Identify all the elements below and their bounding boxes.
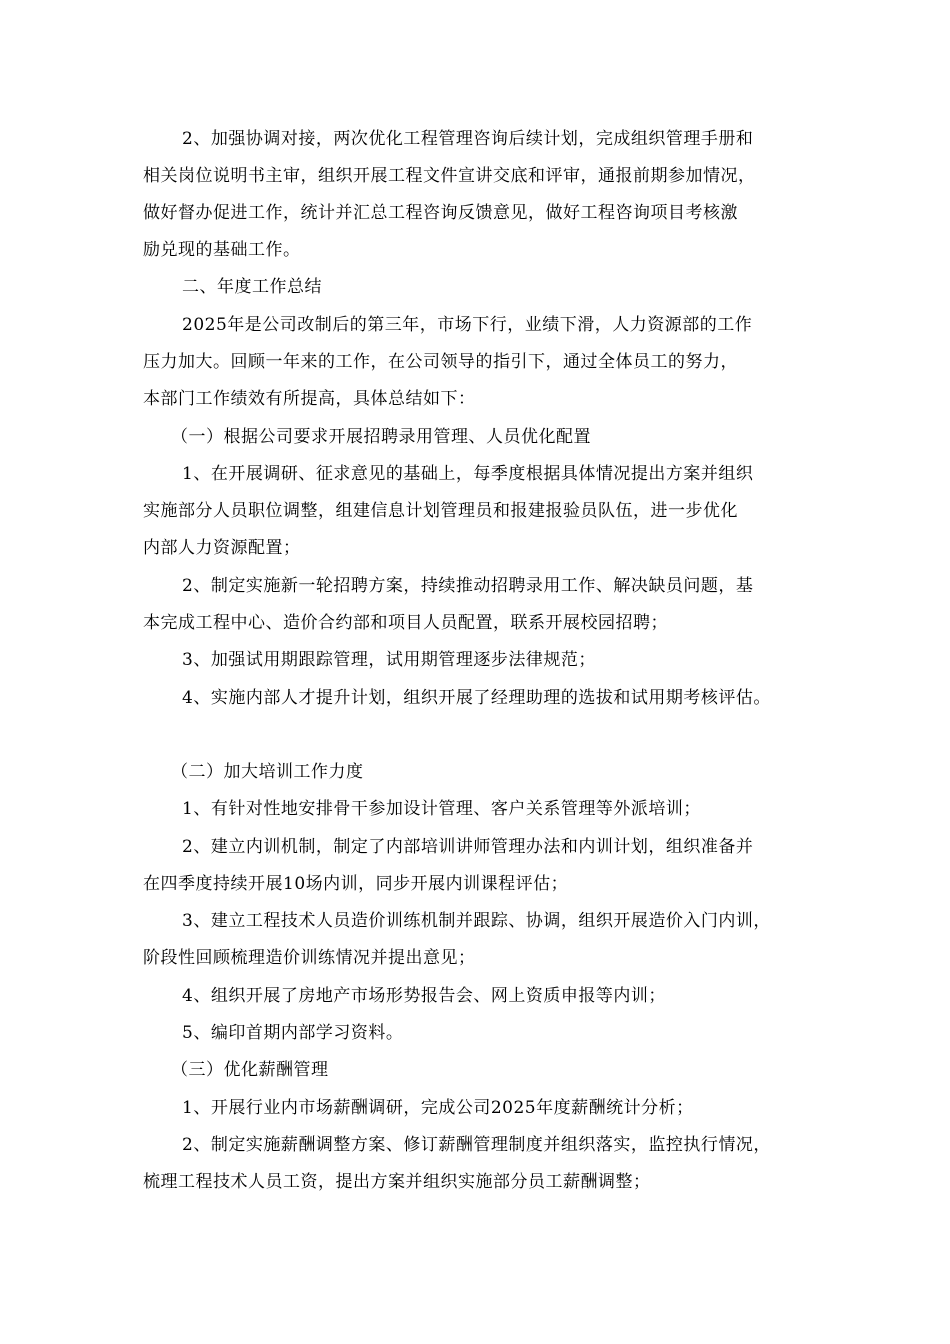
text-line: 内部人力资源配置； — [143, 538, 301, 558]
text-line: 本完成工程中心、造价合约部和项目人员配置，联系开展校园招聘； — [143, 613, 668, 633]
text-line: 2、制定实施新一轮招聘方案，持续推动招聘录用工作、解决缺员问题，基 — [182, 576, 754, 596]
text-line: 3、建立工程技术人员造价训练机制并跟踪、协调，组织开展造价入门内训， — [182, 911, 771, 931]
text-line: 励兑现的基础工作。 — [143, 240, 301, 260]
subsection-heading: （二）加大培训工作力度 — [171, 762, 364, 782]
text-line: 2025年是公司改制后的第三年，市场下行，业绩下滑，人力资源部的工作 — [182, 315, 753, 335]
text-line: 实施部分人员职位调整，组建信息计划管理员和报建报验员队伍，进一步优化 — [143, 501, 738, 521]
text-line: 梳理工程技术人员工资，提出方案并组织实施部分员工薪酬调整； — [143, 1172, 651, 1192]
text-line: 4、实施内部人才提升计划，组织开展了经理助理的选拔和试用期考核评估。 — [182, 688, 771, 708]
text-line: 3、加强试用期跟踪管理，试用期管理逐步法律规范； — [182, 650, 596, 670]
text-line: 1、开展行业内市场薪酬调研，完成公司2025年度薪酬统计分析； — [182, 1098, 694, 1118]
text-line: 做好督办促进工作，统计并汇总工程咨询反馈意见，做好工程咨询项目考核激 — [143, 203, 738, 223]
text-line: 2、建立内训机制，制定了内部培训讲师管理办法和内训计划，组织准备并 — [182, 837, 754, 857]
text-line: 2、制定实施薪酬调整方案、修订薪酬管理制度并组织落实，监控执行情况， — [182, 1135, 771, 1155]
text-line: 阶段性回顾梳理造价训练情况并提出意见； — [143, 948, 476, 968]
subsection-heading: （一）根据公司要求开展招聘录用管理、人员优化配置 — [171, 427, 591, 447]
text-line: 4、组织开展了房地产市场形势报告会、网上资质申报等内训； — [182, 986, 666, 1006]
subsection-heading: （三）优化薪酬管理 — [171, 1060, 329, 1080]
text-line: 相关岗位说明书主审，组织开展工程文件宣讲交底和评审，通报前期参加情况， — [143, 166, 756, 186]
section-heading: 二、年度工作总结 — [182, 277, 322, 297]
text-line: 1、有针对性地安排骨干参加设计管理、客户关系管理等外派培训； — [182, 799, 701, 819]
text-line: 5、编印首期内部学习资料。 — [182, 1023, 404, 1043]
text-line: 2、加强协调对接，两次优化工程管理咨询后续计划，完成组织管理手册和 — [182, 129, 754, 149]
text-line: 本部门工作绩效有所提高，具体总结如下： — [143, 389, 476, 409]
text-line: 压力加大。回顾一年来的工作，在公司领导的指引下，通过全体员工的努力， — [143, 352, 738, 372]
text-line: 在四季度持续开展10场内训，同步开展内训课程评估； — [143, 874, 569, 894]
text-line: 1、在开展调研、征求意见的基础上，每季度根据具体情况提出方案并组织 — [182, 464, 754, 484]
